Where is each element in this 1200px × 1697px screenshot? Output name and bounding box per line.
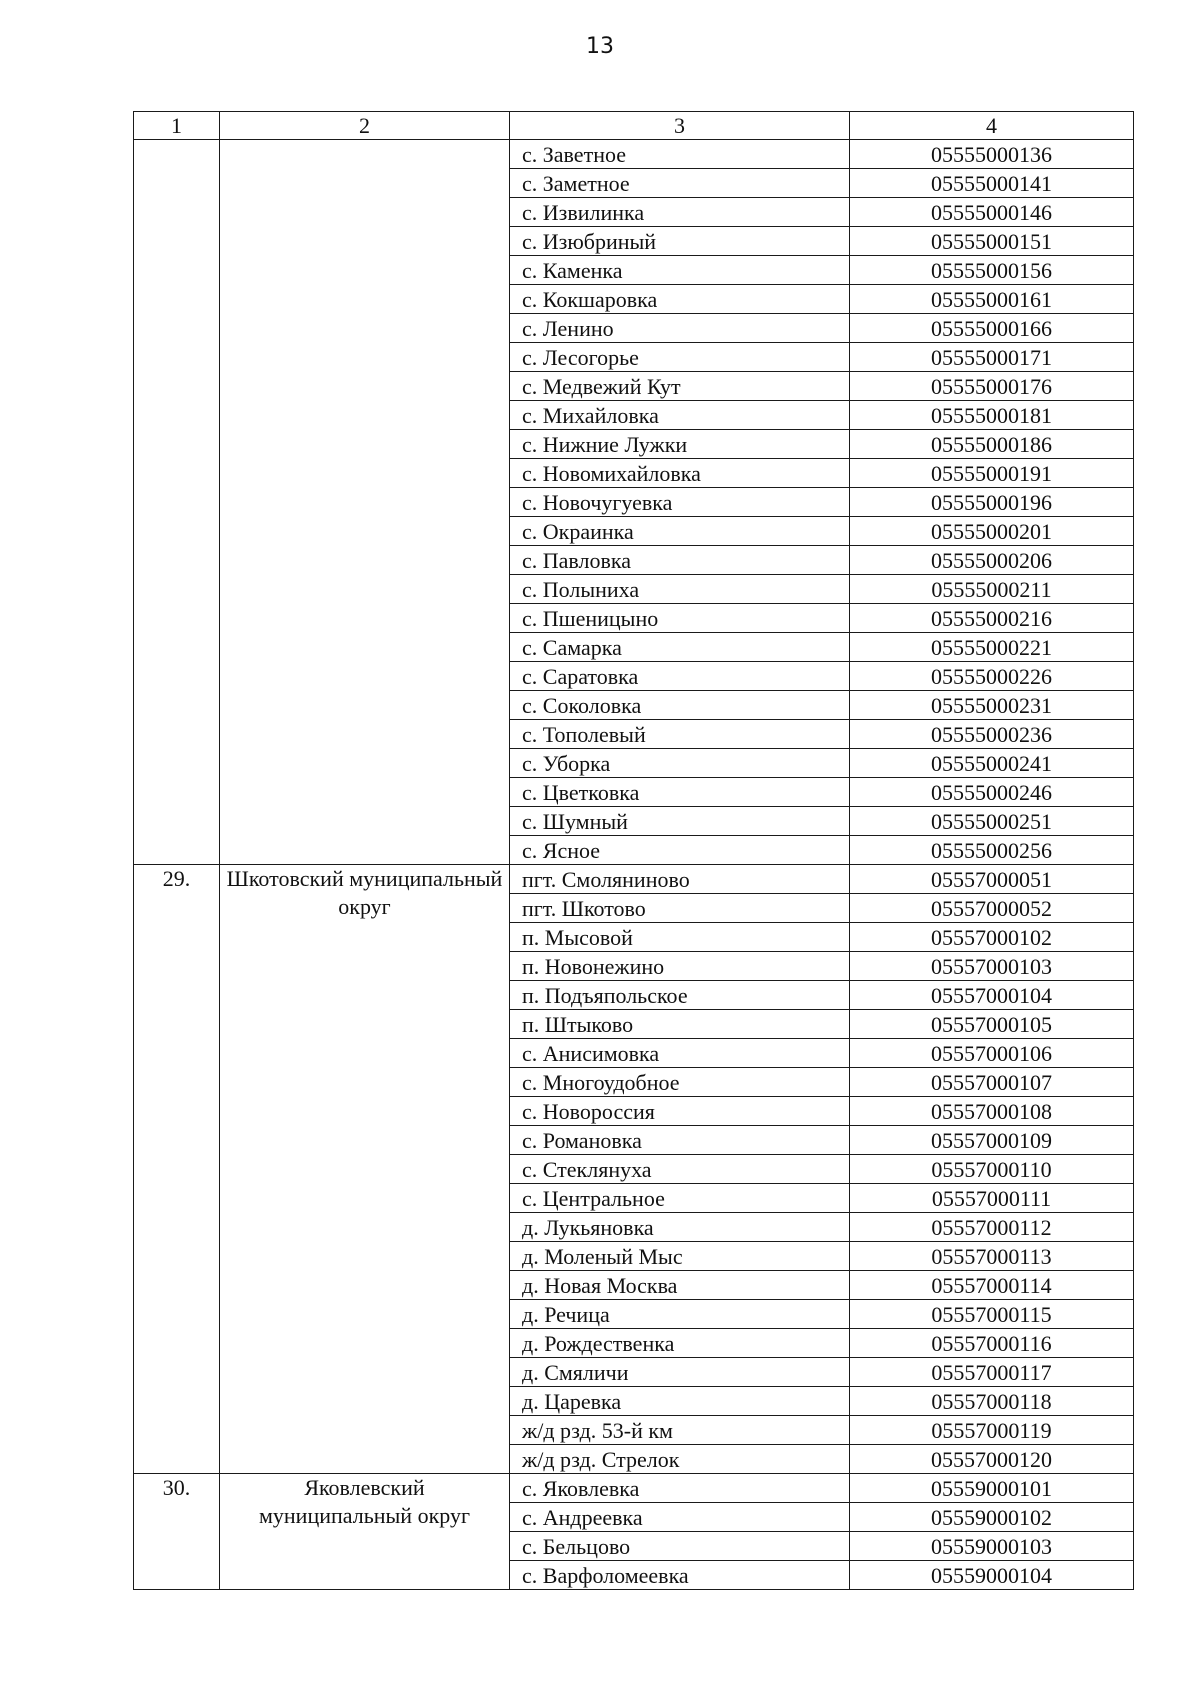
settlement-name: с. Нижние Лужки	[510, 430, 850, 459]
settlement-name: с. Центральное	[510, 1184, 850, 1213]
table-row	[134, 1474, 1134, 1503]
district-name	[220, 140, 510, 865]
oktmo-code: 05557000104	[850, 981, 1134, 1010]
settlement-name: с. Варфоломеевка	[510, 1561, 850, 1590]
settlement-name: с. Тополевый	[510, 720, 850, 749]
settlement-name: с. Каменка	[510, 256, 850, 285]
oktmo-code: 05557000107	[850, 1068, 1134, 1097]
settlement-name: с. Яковлевка	[510, 1474, 850, 1503]
settlement-name: с. Михайловка	[510, 401, 850, 430]
district-number: 30.	[134, 1474, 220, 1590]
header-col-2: 2	[220, 112, 510, 140]
settlement-name: с. Самарка	[510, 633, 850, 662]
oktmo-code: 05557000109	[850, 1126, 1134, 1155]
page-number: 13	[586, 34, 614, 59]
oktmo-code: 05555000236	[850, 720, 1134, 749]
header-col-1: 1	[134, 112, 220, 140]
settlement-name: д. Лукьяновка	[510, 1213, 850, 1242]
oktmo-code: 05555000186	[850, 430, 1134, 459]
settlement-name: с. Бельцово	[510, 1532, 850, 1561]
oktmo-code: 05557000113	[850, 1242, 1134, 1271]
oktmo-code: 05555000156	[850, 256, 1134, 285]
oktmo-code: 05557000052	[850, 894, 1134, 923]
settlement-name: с. Стеклянуха	[510, 1155, 850, 1184]
oktmo-code: 05557000051	[850, 865, 1134, 894]
settlement-name: с. Уборка	[510, 749, 850, 778]
settlement-name: с. Новочугуевка	[510, 488, 850, 517]
oktmo-code: 05555000216	[850, 604, 1134, 633]
oktmo-code: 05557000117	[850, 1358, 1134, 1387]
oktmo-code: 05555000226	[850, 662, 1134, 691]
settlement-name: с. Заметное	[510, 169, 850, 198]
oktmo-code: 05557000108	[850, 1097, 1134, 1126]
oktmo-code: 05555000141	[850, 169, 1134, 198]
oktmo-code: 05555000161	[850, 285, 1134, 314]
settlement-name: с. Новомихайловка	[510, 459, 850, 488]
settlement-name: с. Новороссия	[510, 1097, 850, 1126]
settlement-name: д. Моленый Мыс	[510, 1242, 850, 1271]
settlement-name: с. Ленино	[510, 314, 850, 343]
settlement-name: с. Медвежий Кут	[510, 372, 850, 401]
settlement-name: п. Штыково	[510, 1010, 850, 1039]
settlement-name: с. Полыниха	[510, 575, 850, 604]
table-row	[134, 865, 1134, 894]
settlement-name: с. Цветковка	[510, 778, 850, 807]
settlement-name: ж/д рзд. Стрелок	[510, 1445, 850, 1474]
settlement-name: с. Многоудобное	[510, 1068, 850, 1097]
settlement-name: п. Мысовой	[510, 923, 850, 952]
settlement-name: п. Новонежино	[510, 952, 850, 981]
oktmo-code: 05555000146	[850, 198, 1134, 227]
oktmo-code: 05557000110	[850, 1155, 1134, 1184]
oktmo-code: 05557000106	[850, 1039, 1134, 1068]
settlement-name: пгт. Шкотово	[510, 894, 850, 923]
oktmo-code: 05555000256	[850, 836, 1134, 865]
settlement-name: с. Павловка	[510, 546, 850, 575]
oktmo-code: 05555000251	[850, 807, 1134, 836]
oktmo-code: 05557000102	[850, 923, 1134, 952]
table-header-row	[134, 112, 1134, 140]
settlement-name: с. Извилинка	[510, 198, 850, 227]
settlement-name: ж/д рзд. 53-й км	[510, 1416, 850, 1445]
oktmo-code: 05555000231	[850, 691, 1134, 720]
oktmo-code: 05555000191	[850, 459, 1134, 488]
settlement-name: д. Царевка	[510, 1387, 850, 1416]
oktmo-code: 05555000211	[850, 575, 1134, 604]
settlement-name: п. Подъяпольское	[510, 981, 850, 1010]
settlement-name: с. Лесогорье	[510, 343, 850, 372]
district-number: 29.	[134, 865, 220, 1474]
oktmo-code: 05555000221	[850, 633, 1134, 662]
oktmo-code: 05557000114	[850, 1271, 1134, 1300]
settlements-table	[133, 111, 1134, 1590]
oktmo-code: 05555000196	[850, 488, 1134, 517]
settlement-name: с. Соколовка	[510, 691, 850, 720]
district-name: Шкотовский муниципальный округ	[220, 865, 510, 1474]
settlement-name: д. Рождественка	[510, 1329, 850, 1358]
district-name: Яковлевский муниципальный округ	[220, 1474, 510, 1590]
oktmo-code: 05555000171	[850, 343, 1134, 372]
oktmo-code: 05559000102	[850, 1503, 1134, 1532]
oktmo-code: 05557000118	[850, 1387, 1134, 1416]
settlement-name: с. Анисимовка	[510, 1039, 850, 1068]
oktmo-code: 05557000105	[850, 1010, 1134, 1039]
oktmo-code: 05555000201	[850, 517, 1134, 546]
settlement-name: с. Заветное	[510, 140, 850, 169]
oktmo-code: 05555000241	[850, 749, 1134, 778]
oktmo-code: 05557000112	[850, 1213, 1134, 1242]
oktmo-code: 05555000151	[850, 227, 1134, 256]
oktmo-code: 05557000116	[850, 1329, 1134, 1358]
settlement-name: д. Речица	[510, 1300, 850, 1329]
oktmo-code: 05557000120	[850, 1445, 1134, 1474]
settlement-name: с. Пшеницыно	[510, 604, 850, 633]
oktmo-code: 05557000111	[850, 1184, 1134, 1213]
settlement-name: с. Кокшаровка	[510, 285, 850, 314]
oktmo-code: 05555000166	[850, 314, 1134, 343]
settlement-name: с. Ясное	[510, 836, 850, 865]
oktmo-code: 05555000246	[850, 778, 1134, 807]
settlement-name: с. Шумный	[510, 807, 850, 836]
oktmo-code: 05559000101	[850, 1474, 1134, 1503]
oktmo-code: 05555000206	[850, 546, 1134, 575]
oktmo-code: 05555000181	[850, 401, 1134, 430]
oktmo-code: 05557000115	[850, 1300, 1134, 1329]
settlement-name: с. Романовка	[510, 1126, 850, 1155]
settlement-name: д. Новая Москва	[510, 1271, 850, 1300]
oktmo-code: 05557000119	[850, 1416, 1134, 1445]
header-col-4: 4	[850, 112, 1134, 140]
settlement-name: пгт. Смоляниново	[510, 865, 850, 894]
oktmo-code: 05557000103	[850, 952, 1134, 981]
settlement-name: с. Саратовка	[510, 662, 850, 691]
settlement-name: с. Изюбриный	[510, 227, 850, 256]
settlement-name: д. Смяличи	[510, 1358, 850, 1387]
oktmo-code: 05555000176	[850, 372, 1134, 401]
oktmo-code: 05555000136	[850, 140, 1134, 169]
settlement-name: с. Окраинка	[510, 517, 850, 546]
header-col-3: 3	[510, 112, 850, 140]
oktmo-code: 05559000103	[850, 1532, 1134, 1561]
table-row	[134, 140, 1134, 169]
district-number	[134, 140, 220, 865]
settlement-name: с. Андреевка	[510, 1503, 850, 1532]
oktmo-code: 05559000104	[850, 1561, 1134, 1590]
